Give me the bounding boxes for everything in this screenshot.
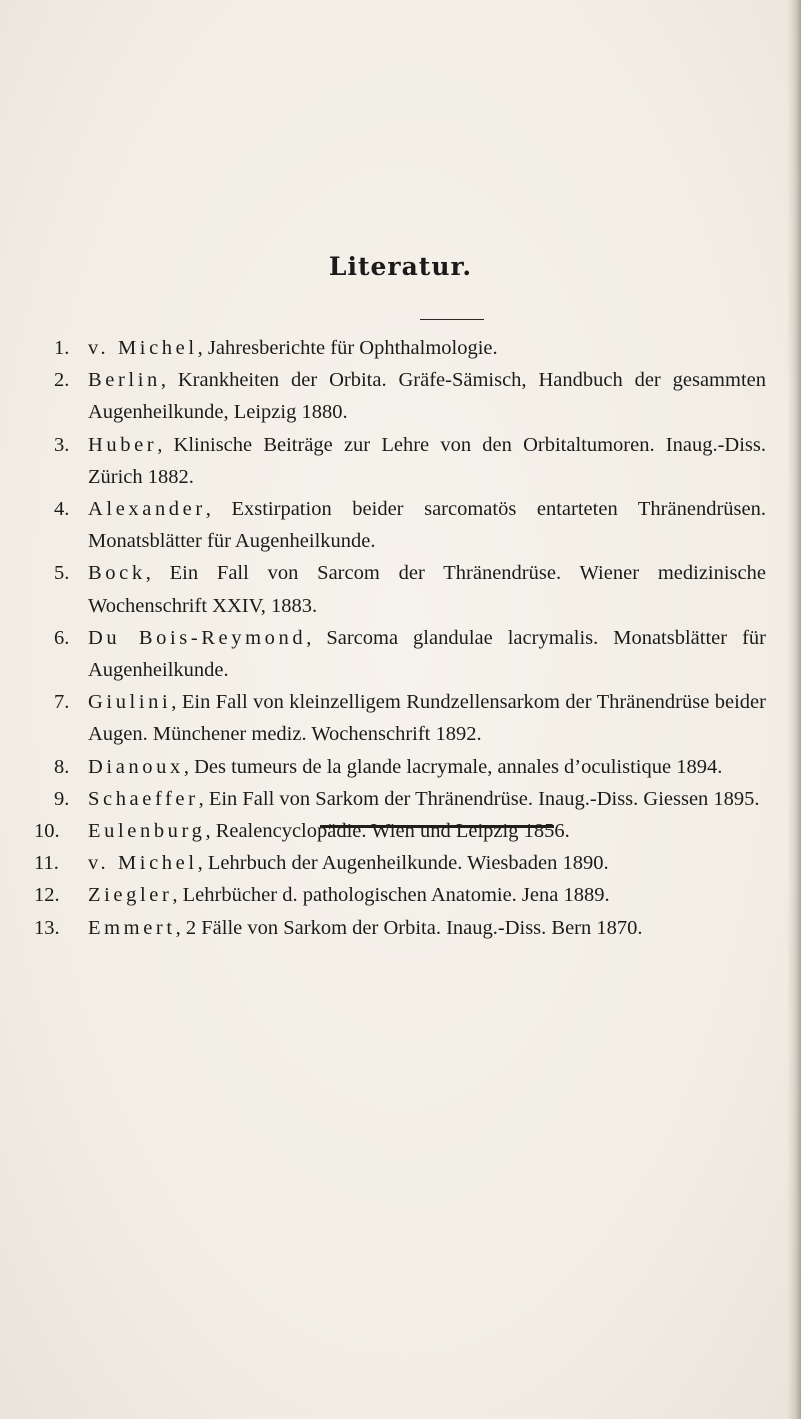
entry-author: Alexander [88,498,206,521]
literature-entry [34,912,766,944]
entry-text: , Realencyclopädie. Wien und Leipzig 1856. [205,820,570,843]
entry-text: , Sarcoma glandulae lacrymalis. Monatsblätter für Augenheilkunde. [88,626,766,682]
entry-number: 2. [54,369,70,392]
heading-divider [420,319,484,320]
entry-author: Eulenburg [88,820,206,843]
entry-text: , Klinische Beiträge zur Lehre von den Orbitaltumoren. Inaug.-Diss. Zürich 1882. [88,433,766,488]
literature-entry [54,493,766,557]
literature-entry [54,783,766,815]
entry-author: Bock [88,562,146,585]
entry-text: , Exstirpation beider sarcomatös entarteten Thränendrüsen. Monatsblätter für Augenheilkunde. [88,498,766,553]
entry-author: Dianoux [88,755,184,778]
entry-text: , Lehrbücher d. pathologischen Anatomie. Jena 1889. [172,884,610,907]
entry-text: , Ein Fall von kleinzelligem Rundzellensarkom der Thränendrüse beider Augen. Münchener mediz. Wochenschrift 1892. [88,691,766,746]
entry-author: Ziegler [88,884,173,907]
page-heading: Literatur. [328,252,473,281]
entry-text: , 2 Fälle von Sarkom der Orbita. Inaug.-Diss. Bern 1870. [175,916,643,939]
entry-author: v. Michel [88,852,198,875]
entry-number: 5. [54,562,70,585]
literature-entry [54,429,766,493]
entry-number: 6. [54,626,70,649]
closing-rule [320,825,554,828]
entry-number: 11. [34,852,59,875]
entry-text: , Ein Fall von Sarcom der Thränendrüse. Wiener medizinische Wochenschrift XXIV, 1883. [88,562,766,617]
entry-number: 13. [34,916,60,939]
literature-entry [54,332,766,364]
entry-number: 1. [54,337,70,359]
entry-number: 9. [54,787,70,810]
page-edge-shadow [787,0,801,1419]
entry-author: Berlin [88,369,161,392]
entry-author: v. Michel [88,337,198,359]
literature-entry [54,622,766,686]
literature-entry [34,815,766,847]
literature-entry [54,751,766,783]
entry-number: 4. [54,498,70,521]
literature-entry [34,847,766,879]
entry-author: Emmert [88,916,176,939]
entry-number: 8. [54,755,70,778]
literature-entry [34,879,766,911]
literature-list [34,332,766,944]
literature-entry [54,364,766,428]
entry-text: , Ein Fall von Sarkom der Thränendrüse. Inaug.-Diss. Giessen 1895. [198,787,760,810]
entry-number: 3. [54,433,70,456]
entry-text: , Jahresberichte für Ophthalmologie. [197,337,498,359]
entry-author: Du Bois-Reymond [88,626,307,649]
entry-text: , Des tumeurs de la glande lacrymale, annales d’oculistique 1894. [183,755,723,778]
entry-text: , Lehrbuch der Augenheilkunde. Wiesbaden 1890. [197,852,609,875]
literature-entry [54,686,766,750]
literature-entry [54,557,766,621]
entry-number: 7. [54,691,70,714]
entry-author: Giulini [88,691,172,714]
entry-author: Schaeffer [88,787,199,810]
entry-number: 12. [34,884,60,907]
entry-text: , Krankheiten der Orbita. Gräfe-Sämisch, Handbuch der gesammten Augenheilkunde, Leipzig 1880. [88,369,766,424]
entry-number: 10. [34,820,60,843]
entry-author: Huber [88,433,158,456]
